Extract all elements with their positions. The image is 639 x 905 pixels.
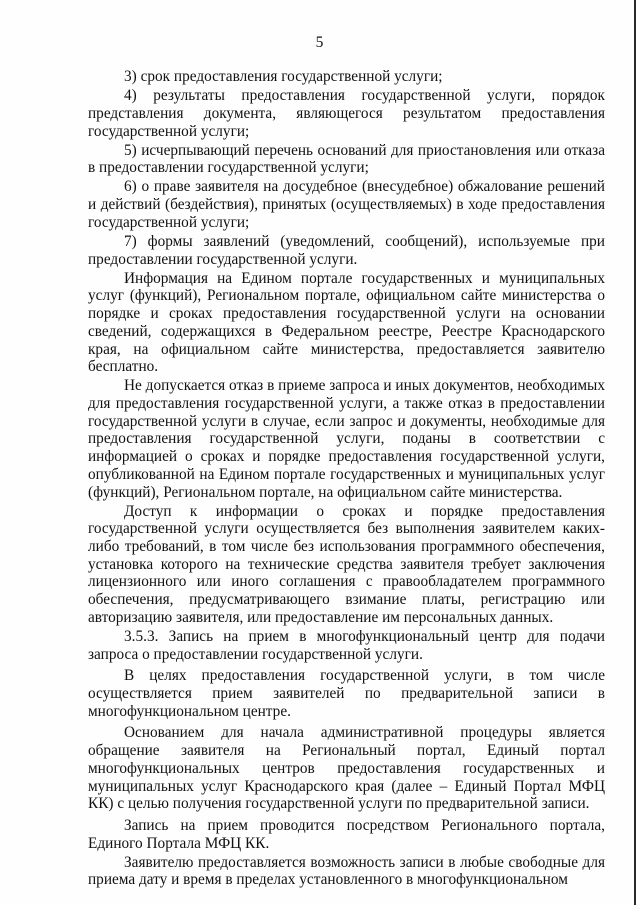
paragraph-refusal-not-allowed: Не допускается отказ в приеме запроса и иных документов, необходимых для предоставления государственной услуги, а также отказ в предоставлении государственной услуги в случае, если запрос и документы, необходимые для предоставления государственной услуги, поданы в соответствии с информацией о сроках и порядке предоставления государственной услуги, опубликованной на Едином портале государственных и муниципальных услуг (функций), Региональном портале, на официальном сайте министерства.	[88, 377, 605, 501]
paragraph-item-5: 5) исчерпывающий перечень оснований для приостановления или отказа в предоставлении государственной услуги;	[88, 141, 605, 177]
page-edge-border	[634, 0, 636, 905]
paragraph-item-4: 4) результаты предоставления государственной услуги, порядок представления документа, являющегося результатом предоставления государственной услуги;	[88, 87, 605, 140]
paragraph-procedure-basis: Основанием для начала административной процедуры является обращение заявителя на Региональный портал, Единый портал многофункциональных центров предоставления государственных и муниципальных услуг Краснодарского края (далее – Единый Портал МФЦ КК) с целью получения государственной услуги по предварительной записи.	[88, 724, 605, 813]
paragraph-registration-channels: Запись на прием проводится посредством Регионального портала, Единого Портала МФЦ КК.	[88, 816, 605, 852]
paragraph-item-3: 3) срок предоставления государственной услуги;	[124, 68, 443, 85]
document-body	[88, 68, 605, 891]
paragraph-item-7: 7) формы заявлений (уведомлений, сообщений), используемые при предоставлении государственной услуги.	[88, 232, 605, 268]
page-number: 5	[315, 34, 324, 51]
paragraph-access-to-info: Доступ к информации о сроках и порядке предоставления государственной услуги осуществляется без выполнения заявителем каких-либо требований, в том числе без использования программного обеспечения, установка которого на технические средства заявителя требует заключения лицензионного или иного соглашения с правообладателем программного обеспечения, предусматривающего взимание платы, регистрацию или авторизацию заявителя, или предоставление им персональных данных.	[88, 502, 605, 626]
section-heading-3-5-3: 3.5.3. Запись на прием в многофункциональный центр для подачи запроса о предоставлении государственной услуги.	[88, 627, 605, 663]
paragraph-info-on-portals: Информация на Едином портале государственных и муниципальных услуг (функций), Региональном портале, официальном сайте министерства о порядке и сроках предоставления государственной услуги на основании сведений, содержащихся в Федеральном реестре, Реестре Краснодарского края, на официальном сайте министерства, предоставляется заявителю бесплатно.	[88, 269, 605, 376]
paragraph-item-6: 6) о праве заявителя на досудебное (внесудебное) обжалование решений и действий (бездействия), принятых (осуществляемых) в ходе предоставления государственной услуги;	[88, 178, 605, 231]
paragraph-pre-registration: В целях предоставления государственной услуги, в том числе осуществляется прием заявителей по предварительной записи в многофункциональном центре.	[88, 667, 605, 720]
paragraph-free-slot-selection: Заявителю предоставляется возможность записи в любые свободные для приема дату и время в пределах установленного в многофункциональном	[88, 853, 605, 889]
